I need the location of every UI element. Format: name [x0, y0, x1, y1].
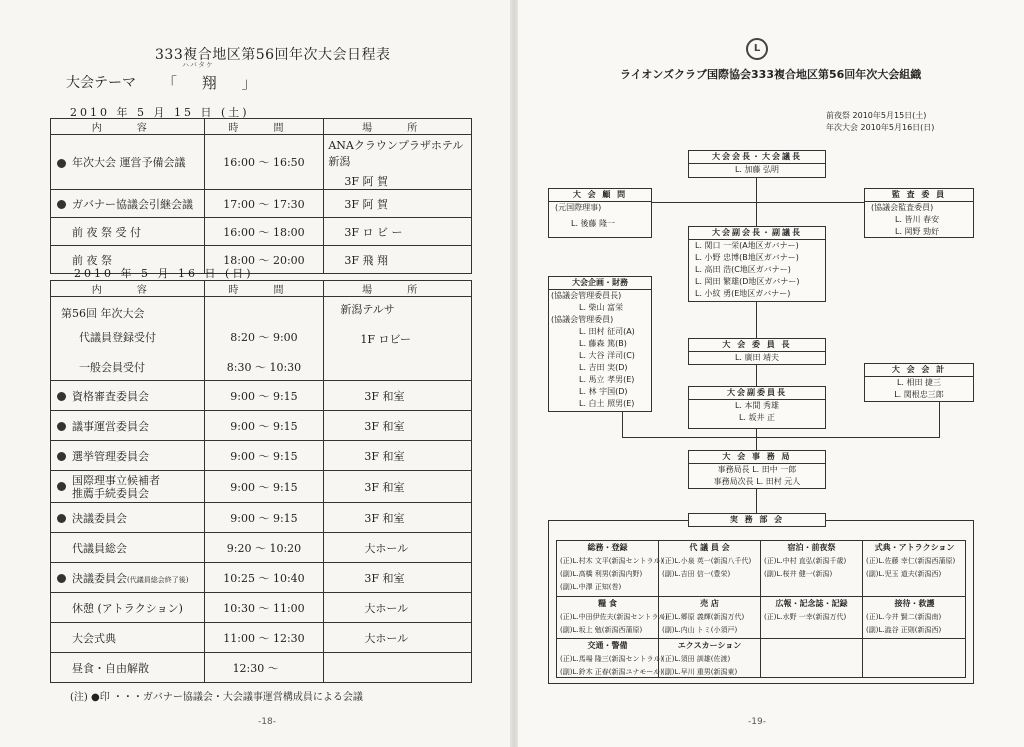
time-cell: 8:20 ～ 9:00 8:30 ～ 10:30 — [204, 297, 324, 381]
content-cell: 休憩 (アトラクション) — [51, 593, 205, 623]
content-cell: 昼食・自由解散 — [51, 653, 205, 683]
place-cell: 3F 和室 — [324, 471, 472, 503]
place-cell: 3F 飛 翔 — [324, 246, 472, 274]
meeting-bullet-icon — [57, 200, 66, 209]
table-row — [51, 503, 472, 533]
ops-cell-general: 総務・登録 (正)L.村木 文平(新潟セントラル) (副)L.高橋 利男(新潟内野) (副)L.中澤 正知(巻) — [560, 543, 664, 591]
connector-line — [939, 401, 940, 437]
auditor-box: 監 査 委 員 (協議会監査委員) L. 皆川 春安 L. 岡野 勁好 — [864, 188, 974, 238]
treasurer-box: 大 会 会 計 L. 相田 捷三 L. 関根忠三郎 — [864, 363, 974, 402]
ops-cell-shop: 売 店 (正)L.郷原 義輝(新潟万代) (副)L.内山 トミ(小須戸) — [662, 599, 745, 634]
time-cell: 16:00 ～ 16:50 — [204, 135, 324, 190]
connector-line — [756, 364, 757, 386]
theme-label: 大会テーマ — [66, 75, 136, 91]
eve-date: 前夜祭 2010年5月15日(土) — [826, 111, 927, 120]
ops-cell-ceremony: 式典・アトラクション (正)L.佐藤 幸仁(新潟西蒲原) (副)L.児玉 道夫(新潟西) — [866, 543, 956, 578]
header-content: 内 容 — [51, 281, 205, 297]
meeting-bullet-icon — [57, 422, 66, 431]
content-cell: ガバナー協議会引継会議 — [51, 190, 205, 218]
meeting-bullet-icon — [57, 482, 66, 491]
content-cell: 代議員総会 — [51, 533, 205, 563]
connector-line — [651, 202, 864, 203]
theme-ruby: ハバタケ — [182, 61, 214, 69]
table-header-row — [51, 281, 472, 297]
table-row — [51, 441, 472, 471]
table-row — [51, 623, 472, 653]
content-cell: 年次大会 運営予備会議 — [51, 135, 205, 190]
chair-box: 大会会長・大会議長 L. 加藤 弘明 — [688, 150, 826, 178]
vice-committee-box: 大会副委員長 L. 本間 秀雄 L. 坂井 正 — [688, 386, 826, 429]
place-cell: 大ホール — [324, 593, 472, 623]
content-cell: 資格審査委員会 — [51, 381, 205, 411]
place-cell: 3F 阿 賀 — [324, 190, 472, 218]
member-registration: 一般会員受付 — [79, 361, 145, 374]
content-cell: 決議委員会(代議員総会終了後) — [51, 563, 205, 593]
venue-note: ANAクラウンプラザホテル新潟 — [328, 139, 464, 168]
delegate-registration: 代議員登録受付 — [79, 331, 156, 344]
registration-row — [51, 297, 472, 381]
place-cell: 新潟テルサ 1F ロビー — [324, 297, 472, 381]
meeting-bullet-icon — [57, 392, 66, 401]
content-cell: 前 夜 祭 — [51, 246, 205, 274]
place-cell: 大ホール — [324, 533, 472, 563]
time-cell: 12:30 ～ — [204, 653, 324, 683]
time-cell: 10:25 ～ 10:40 — [204, 563, 324, 593]
header-time: 時 間 — [204, 281, 324, 297]
table-row — [51, 593, 472, 623]
content-cell: 大会式典 — [51, 623, 205, 653]
connector-line — [756, 488, 757, 513]
operations-title-box: 実 務 部 会 — [688, 513, 826, 527]
book-gutter — [510, 0, 518, 747]
place-cell: 3F 和室 — [324, 441, 472, 471]
table-row — [51, 563, 472, 593]
connector-line — [622, 411, 623, 437]
place-cell: ANAクラウンプラザホテル新潟 3F 阿 賀 — [324, 135, 472, 190]
place-cell: 3F 和室 — [324, 563, 472, 593]
content-cell: 議事運営委員会 — [51, 411, 205, 441]
header-time: 時 間 — [204, 119, 324, 135]
table-row — [51, 218, 472, 246]
lions-logo-icon: L — [746, 38, 768, 60]
organization-title: ライオンズクラブ国際協会333複合地区第56回年次大会組織 — [620, 68, 922, 81]
ops-cell-lodging: 宿泊・前夜祭 (正)L.中村 直弘(新潟千歳) (副)L.桜井 健一(新潟) — [764, 543, 847, 578]
ops-cell-publicity: 広報・記念誌・記録 (正)L.水野 一幸(新潟万代) — [764, 599, 848, 621]
table-row — [51, 533, 472, 563]
table-row — [51, 135, 472, 190]
header-place: 場 所 — [324, 119, 472, 135]
meeting-bullet-icon — [57, 574, 66, 583]
table-row — [51, 411, 472, 441]
content-cell — [51, 297, 205, 381]
time-cell: 9:00 ～ 9:15 — [204, 381, 324, 411]
meeting-bullet-icon — [57, 159, 66, 168]
table-row — [51, 190, 472, 218]
schedule-title: 333複合地区第56回年次大会日程表 — [155, 47, 391, 63]
time-cell: 18:00 ～ 20:00 — [204, 246, 324, 274]
time-cell: 10:30 ～ 11:00 — [204, 593, 324, 623]
table-row — [51, 381, 472, 411]
convention-intro: 第56回 年次大会 — [61, 307, 145, 320]
secretariat-box: 大 会 事 務 局 事務局長 L. 田中 一郎 事務局次長 L. 田村 元人 — [688, 450, 826, 489]
time-cell: 9:20 ～ 10:20 — [204, 533, 324, 563]
day2-table — [50, 280, 472, 683]
content-cell: 決議委員会 — [51, 503, 205, 533]
time-cell: 9:00 ～ 9:15 — [204, 441, 324, 471]
connector-line — [756, 428, 757, 450]
place-cell: 3F 和室 — [324, 381, 472, 411]
connector-line — [622, 437, 940, 438]
planning-finance-box: 大会企画・財務 (協議会管理委員長) L. 柴山 富栄 (協議会管理委員) L. 田村 征司(A) L. 藤森 篤(B) L. 大谷 洋司(C) L. 吉田 実(D) L. 馬立 孝男(E) L. 林 宇国(D) L. 白土 照男(E) — [548, 276, 652, 412]
place-cell: 3F ロ ビ ー — [324, 218, 472, 246]
header-content: 内 容 — [51, 119, 205, 135]
committee-chair-box: 大 会 委 員 長 L. 廣田 靖夫 — [688, 338, 826, 365]
advisor-box: 大 会 顧 問 (元国際理事) L. 後藤 隆一 — [548, 188, 652, 238]
vice-chair-box: 大会副会長・副議長 L. 関口 一栄(A地区ガバナー) L. 小野 忠博(B地区ガバナー) L. 高田 浩(C地区ガバナー) L. 岡田 繁雄(D地区ガバナー) L. 小紋 勇(E地区ガバナー) — [688, 226, 826, 302]
meeting-bullet-icon — [57, 514, 66, 523]
table-row — [51, 471, 472, 503]
ops-cell-hospitality: 接待・救護 (正)L.今井 賢二(新潟南) (副)L.澁谷 正則(新潟西) — [866, 599, 942, 634]
ops-cell-traffic: 交通・警備 (正)L.馬場 隆三(新潟セントラル) (副)L.鈴木 正春(新潟ユナモール) — [560, 641, 664, 676]
ops-cell-catering: 糧 食 (正)L.中田伊佐夫(新潟セントラル) (副)L.坂上 勉(新潟西蒲原) — [560, 599, 668, 634]
place-cell: 3F 和室 — [324, 411, 472, 441]
convention-date: 年次大会 2010年5月16日(日) — [826, 123, 935, 132]
time-cell: 11:00 ～ 12:30 — [204, 623, 324, 653]
day2-date: 2010 年 5 月 16 日 (日) — [74, 267, 254, 280]
page-number-right: -19- — [748, 717, 766, 727]
place-cell: 3F 和室 — [324, 503, 472, 533]
footnote: (注) ●印 ・・・ガバナー協議会・大会議事運営構成員による会議 — [70, 692, 363, 703]
time-cell: 9:00 ～ 9:15 — [204, 503, 324, 533]
time-cell: 9:00 ～ 9:15 — [204, 411, 324, 441]
connector-line — [756, 301, 757, 339]
place-cell: 大ホール — [324, 623, 472, 653]
time-cell: 9:00 ～ 9:15 — [204, 471, 324, 503]
ops-cell-excursion: エクスカーション (正)L.須田 訓雄(佐渡) (副)L.早川 重男(新潟東) — [662, 641, 742, 676]
content-cell: 選挙管理委員会 — [51, 441, 205, 471]
day1-date: 2010 年 5 月 15 日 (土) — [70, 106, 250, 119]
theme-value: 「 翔 」 — [162, 74, 267, 92]
content-cell: 前 夜 祭 受 付 — [51, 218, 205, 246]
meeting-bullet-icon — [57, 452, 66, 461]
page-number-left: -18- — [258, 717, 276, 727]
venue-note: 新潟テルサ — [340, 303, 395, 316]
day1-table — [50, 118, 472, 274]
header-place: 場 所 — [324, 281, 472, 297]
time-cell: 16:00 ～ 18:00 — [204, 218, 324, 246]
table-row — [51, 653, 472, 683]
content-cell: 国際理事立候補者 推薦手続委員会 — [51, 471, 205, 503]
ops-cell-delegates: 代 議 員 会 (正)L.小泉 英一(新潟八千代) (副)L.吉田 信一(豊栄) — [662, 543, 752, 578]
place-cell — [324, 653, 472, 683]
time-cell: 17:00 ～ 17:30 — [204, 190, 324, 218]
table-header-row — [51, 119, 472, 135]
